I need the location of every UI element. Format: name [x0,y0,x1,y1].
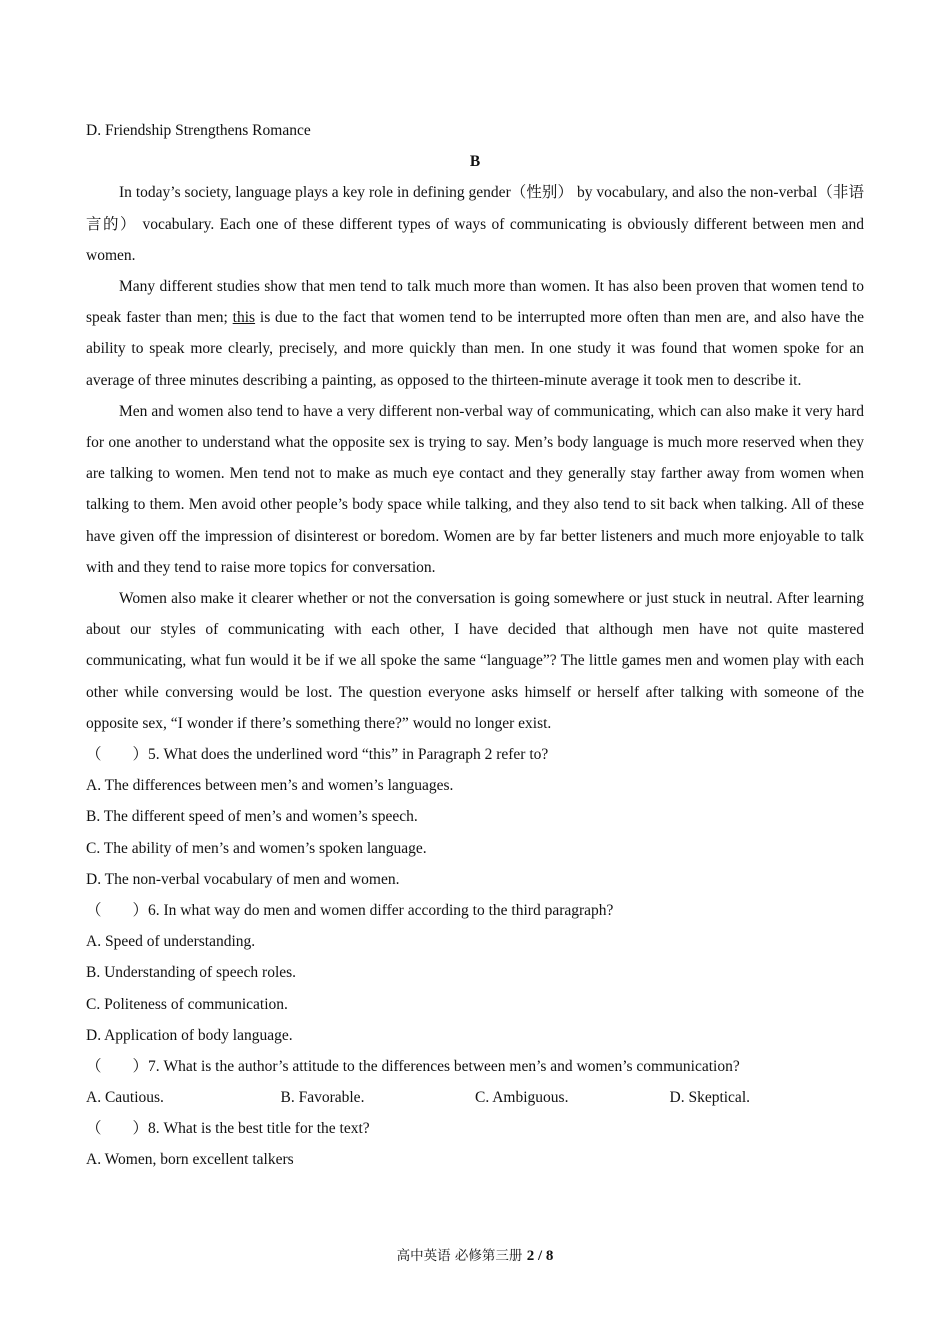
previous-option-d: D. Friendship Strengthens Romance [86,122,311,139]
passage-paragraph-1: In today’s society, language plays a key role in defining gender（性别） by vocabulary, and also the non-verbal（非语言的） vocabulary. Each one of these different types of ways of communicating is obviously different between men and women. [86,184,864,264]
section-title: B [469,153,481,171]
options-row [86,1082,864,1113]
option-c: C. The ability of men’s and women’s spoken language. [86,839,427,857]
option-a: A. Cautious. [86,1089,164,1107]
footer-label: 高中英语 必修第三册 [396,1248,523,1264]
question-stem: （ ）6. In what way do men and women differ according to the third paragraph? [86,901,614,919]
option-b: B. Favorable. [280,1089,365,1107]
option-a: A. Women, born excellent talkers [86,1151,294,1169]
option-a: A. Speed of understanding. [86,933,256,951]
option-a: A. The differences between men’s and women’s languages. [86,777,454,795]
option-b: B. The different speed of men’s and women’s speech. [86,808,418,826]
page-number: 2 / 8 [526,1248,554,1264]
underlined-word-this: this [232,309,256,327]
question-stem: （ ）5. What does the underlined word “this” in Paragraph 2 refer to? [86,746,549,764]
question-8 [86,1113,864,1175]
passage-paragraph-4: Women also make it clearer whether or not the conversation is going somewhere or just stuck in neutral. After learning about our styles of communicating with each other, I have decided that although men have not quite mastered communicating, what fun would it be if we all spoke the same “language”? The little games men and women play with each other while conversing would be lost. The question everyone asks himself or herself after talking with someone of the opposite sex, “I wonder if there’s something there?” would no longer exist. [86,590,864,732]
option-d: D. Application of body language. [86,1026,293,1044]
question-stem: （ ）8. What is the best title for the text? [86,1120,370,1138]
paragraph-2-text-before: Many different studies show that men tend to talk much more than women. It has also been proven that women tend to speak faster than men; [86,277,864,327]
option-d: D. The non-verbal vocabulary of men and women. [86,870,400,888]
option-c: C. Politeness of communication. [86,995,288,1013]
paragraph-2-text-after: is due to the fact that women tend to be interrupted more often than men are, and also have the ability to speak more clearly, precisely, and more quickly than men. In one study it was found that women spoke for an average of three minutes describing a painting, as opposed to the thirteen-minute average it took men to describe it. [86,309,865,389]
passage-paragraph-2 [86,271,864,396]
page-content [86,115,864,1176]
page-footer [0,1244,950,1265]
option-b: B. Understanding of speech roles. [86,964,297,982]
option-d: D. Skeptical. [669,1089,750,1107]
question-5 [86,739,864,895]
question-6 [86,895,864,1051]
question-stem: （ ）7. What is the author’s attitude to the differences between men’s and women’s communication? [86,1057,740,1075]
passage-paragraph-3: Men and women also tend to have a very different non-verbal way of communicating, which can also make it very hard for one another to understand what the opposite sex is trying to say. Men’s body language is much more reserved when they are talking to women. Men tend not to make as much eye contact and they generally stay farther away from women when talking to them. Men avoid other people’s body space while talking, and they also tend to sit back when talking. All of these have given off the impression of disinterest or boredom. Women are by far better listeners and much more enjoyable to talk with and they tend to raise more topics for conversation. [86,402,864,576]
question-7 [86,1051,864,1113]
option-c: C. Ambiguous. [475,1089,569,1107]
